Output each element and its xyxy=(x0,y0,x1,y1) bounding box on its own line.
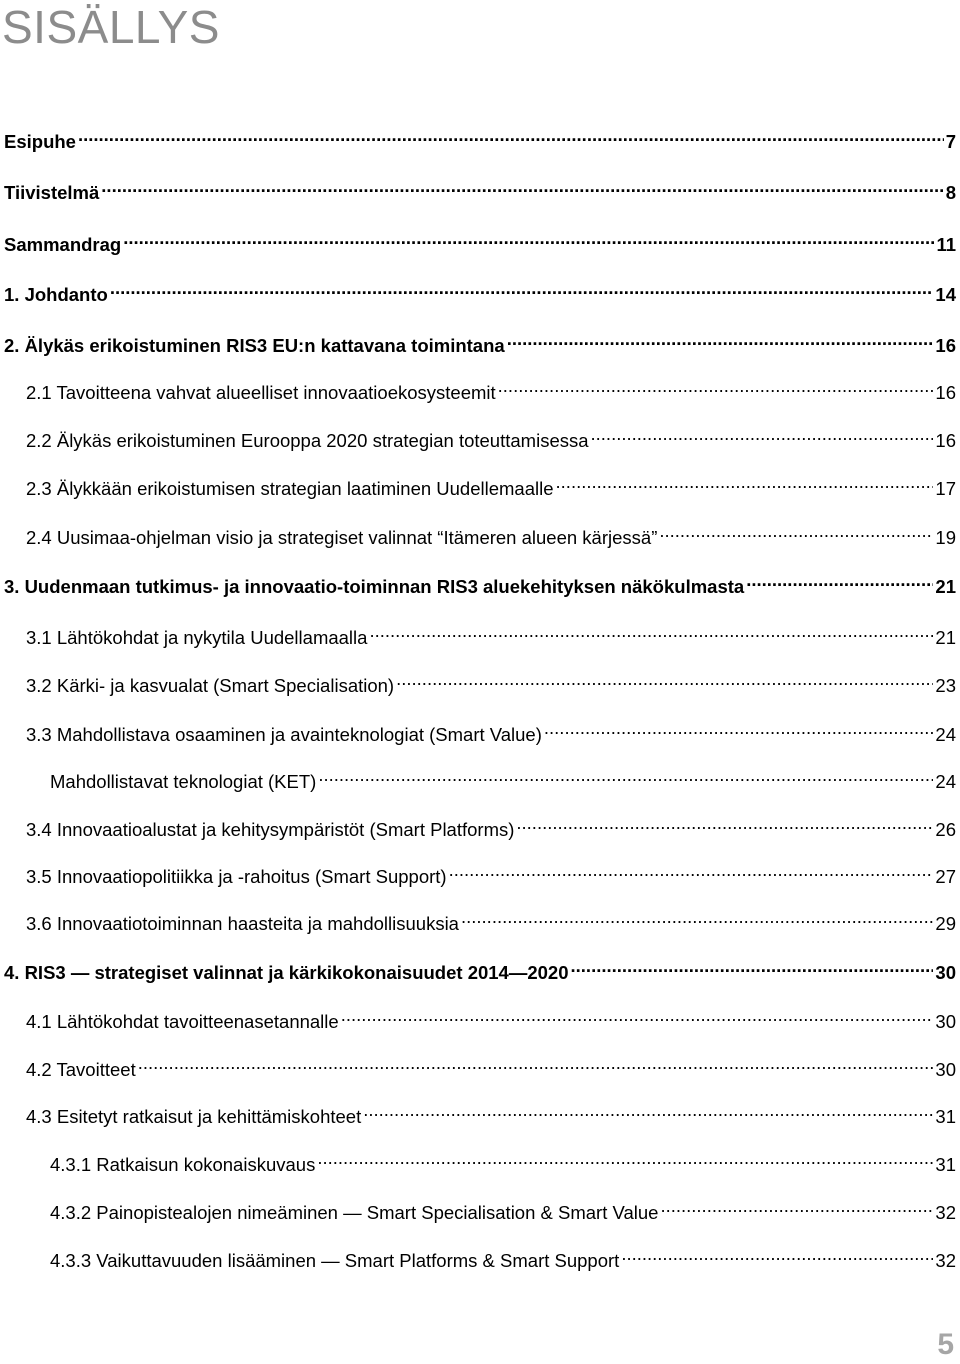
toc-entry[interactable] xyxy=(4,122,956,152)
toc-entry-label: 4.3.2 Painopistealojen nimeäminen — Smart Specialisation & Smart Value xyxy=(50,1202,659,1223)
toc-entry-label: 2. Älykäs erikoistuminen RIS3 EU:n kattavana toimintana xyxy=(4,335,505,356)
toc-entry-label: 3.1 Lähtökohdat ja nykytila Uudellamaalla xyxy=(26,627,368,648)
toc-entry[interactable] xyxy=(26,421,956,451)
toc-leader-dots xyxy=(591,421,934,447)
toc-entry-label: 3. Uudenmaan tutkimus- ja innovaatio-toiminnan RIS3 aluekehityksen näkökulmasta xyxy=(4,576,745,597)
toc-page-number: 21 xyxy=(935,627,956,648)
toc-page-number: 30 xyxy=(935,962,956,983)
toc-entry[interactable] xyxy=(4,953,956,983)
toc-page-number: 30 xyxy=(935,1011,956,1032)
toc-entry-label: 3.3 Mahdollistava osaaminen ja avainteknologiat (Smart Value) xyxy=(26,724,542,745)
toc-entry-label: 4.2 Tavoitteet xyxy=(26,1059,136,1080)
toc-page-number: 11 xyxy=(936,234,956,255)
toc-entry[interactable] xyxy=(26,666,956,696)
toc-entry-label: 2.2 Älykäs erikoistuminen Eurooppa 2020 strategian toteuttamisessa xyxy=(26,430,589,451)
toc-leader-dots xyxy=(78,122,944,148)
toc-entry[interactable] xyxy=(26,618,956,648)
toc-page-number: 24 xyxy=(935,771,956,792)
toc-entry-label: Sammandrag xyxy=(4,234,122,255)
toc-page-number: 29 xyxy=(935,913,956,934)
toc-entry-label: 4.3.1 Ratkaisun kokonaiskuvaus xyxy=(50,1154,316,1175)
toc-leader-dots xyxy=(659,518,933,544)
toc-entry[interactable] xyxy=(26,904,956,934)
toc-page-number: 24 xyxy=(935,724,956,745)
toc-page-number: 14 xyxy=(935,284,956,305)
toc-entry-label: 4.3 Esitetyt ratkaisut ja kehittämiskohteet xyxy=(26,1106,362,1127)
toc-entry[interactable] xyxy=(26,1050,956,1080)
toc-entry[interactable] xyxy=(50,1193,956,1223)
toc-page-number: 23 xyxy=(935,675,956,696)
toc-entry[interactable] xyxy=(4,225,956,255)
toc-entry[interactable] xyxy=(26,715,956,745)
toc-leader-dots xyxy=(621,1241,933,1267)
toc-entry-label: Tiivistelmä xyxy=(4,182,100,203)
toc-page-number: 21 xyxy=(935,576,956,597)
toc-leader-dots xyxy=(110,275,934,301)
toc-entry[interactable] xyxy=(26,857,956,887)
toc-entry[interactable] xyxy=(26,373,956,403)
toc-entry[interactable] xyxy=(50,1241,956,1271)
toc-leader-dots xyxy=(461,904,933,930)
toc-page-number: 30 xyxy=(935,1059,956,1080)
toc-entry-label: 2.1 Tavoitteena vahvat alueelliset innovaatioekosysteemit xyxy=(26,382,496,403)
toc-entry-label: 2.4 Uusimaa-ohjelman visio ja strategiset valinnat “Itämeren alueen kärjessä” xyxy=(26,527,658,548)
toc-entry-label: 1. Johdanto xyxy=(4,284,108,305)
toc-leader-dots xyxy=(396,666,933,692)
toc-leader-dots xyxy=(516,810,933,836)
toc-entry[interactable] xyxy=(4,173,956,203)
toc-page-number: 17 xyxy=(935,478,956,499)
toc-leader-dots xyxy=(363,1097,933,1123)
toc-entry[interactable] xyxy=(50,1145,956,1175)
toc-entry-label: 4. RIS3 — strategiset valinnat ja kärkikokonaisuudet 2014—2020 xyxy=(4,962,569,983)
toc-page-number: 7 xyxy=(945,131,956,152)
page-number: 5 xyxy=(937,1328,954,1361)
toc-page-number: 16 xyxy=(935,382,956,403)
toc-page-number: 31 xyxy=(935,1154,956,1175)
toc-leader-dots xyxy=(660,1193,933,1219)
toc-leader-dots xyxy=(369,618,933,644)
toc-page-number: 32 xyxy=(935,1250,956,1271)
page-title: SISÄLLYS xyxy=(2,1,220,53)
toc-entry-label: 3.4 Innovaatioalustat ja kehitysympäristöt (Smart Platforms) xyxy=(26,819,515,840)
toc-entry-label: 3.6 Innovaatiotoiminnan haasteita ja mahdollisuuksia xyxy=(26,913,459,934)
toc-leader-dots xyxy=(571,953,934,979)
toc-entry-label: 3.2 Kärki- ja kasvualat (Smart Specialisation) xyxy=(26,675,395,696)
toc-page-number: 8 xyxy=(945,182,956,203)
toc-entry[interactable] xyxy=(26,1002,956,1032)
toc-entry[interactable] xyxy=(26,469,956,499)
toc-page-number: 32 xyxy=(935,1202,956,1223)
toc-leader-dots xyxy=(507,326,934,352)
toc-entry-label: Esipuhe xyxy=(4,131,76,152)
toc-leader-dots xyxy=(449,857,934,883)
toc-entry[interactable] xyxy=(26,810,956,840)
toc-entry-label: Mahdollistavat teknologiat (KET) xyxy=(50,771,317,792)
toc-entry[interactable] xyxy=(4,326,956,356)
toc-page-number: 16 xyxy=(935,430,956,451)
toc-leader-dots xyxy=(544,715,934,741)
toc-entry[interactable] xyxy=(26,1097,956,1127)
toc-leader-dots xyxy=(341,1002,934,1028)
toc-entry[interactable] xyxy=(50,762,956,792)
toc-leader-dots xyxy=(317,1145,933,1171)
toc-entry[interactable] xyxy=(4,275,956,305)
toc-page-number: 16 xyxy=(935,335,956,356)
toc-page-number: 27 xyxy=(935,866,956,887)
toc-leader-dots xyxy=(556,469,934,495)
toc-entry-label: 2.3 Älykkään erikoistumisen strategian laatiminen Uudellemaalle xyxy=(26,478,554,499)
toc-leader-dots xyxy=(318,762,933,788)
toc-entry-label: 3.5 Innovaatiopolitiikka ja -rahoitus (Smart Support) xyxy=(26,866,447,887)
toc-leader-dots xyxy=(498,373,934,399)
toc-leader-dots xyxy=(138,1050,934,1076)
toc-entry[interactable] xyxy=(26,518,956,548)
toc-page-number: 19 xyxy=(935,527,956,548)
toc-leader-dots xyxy=(123,225,934,251)
toc-entry-label: 4.1 Lähtökohdat tavoitteenasetannalle xyxy=(26,1011,339,1032)
toc-entry[interactable] xyxy=(4,567,956,597)
toc-entry-label: 4.3.3 Vaikuttavuuden lisääminen — Smart Platforms & Smart Support xyxy=(50,1250,620,1271)
toc-leader-dots xyxy=(746,567,933,593)
toc-leader-dots xyxy=(101,173,943,199)
toc-page-number: 26 xyxy=(935,819,956,840)
toc-page-number: 31 xyxy=(935,1106,956,1127)
